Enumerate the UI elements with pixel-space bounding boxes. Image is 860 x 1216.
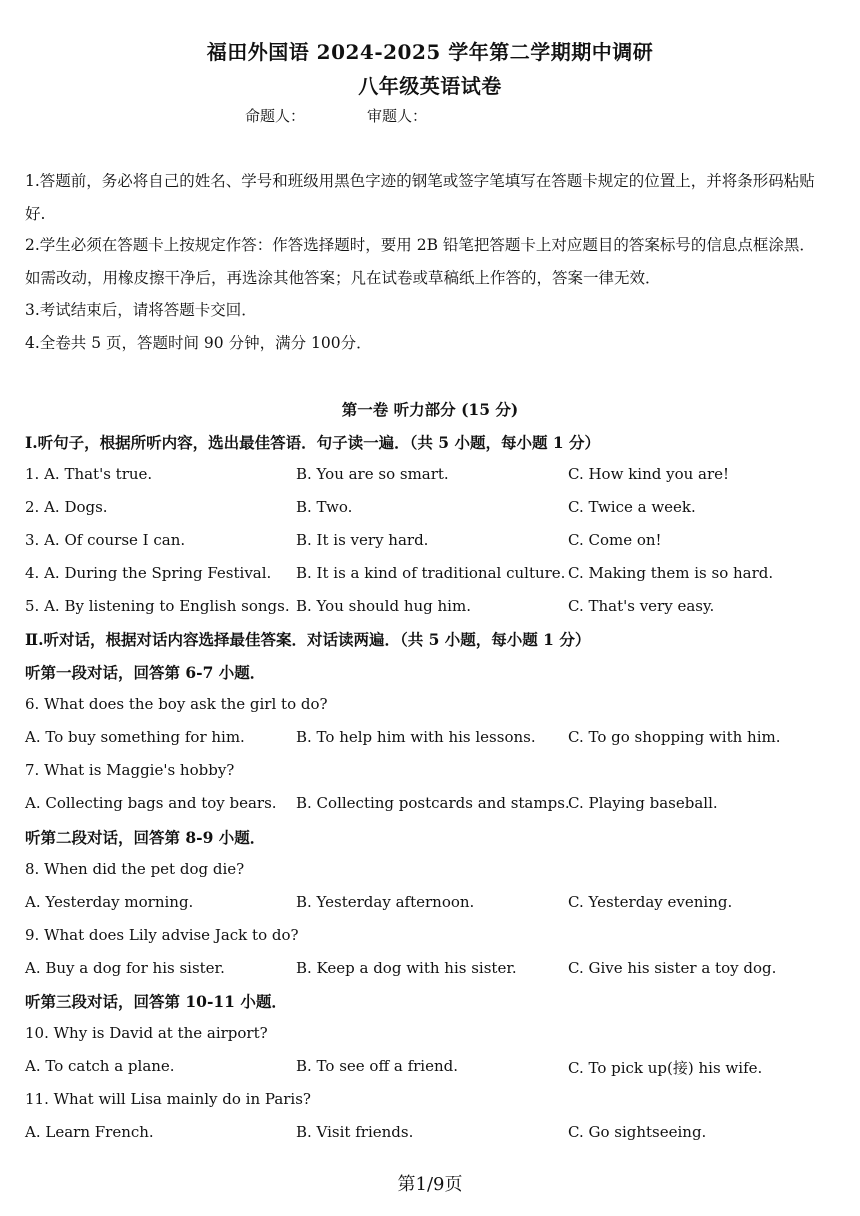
question-7: 7. What is Maggie's hobby? (25, 761, 235, 779)
question-row (0, 597, 860, 619)
option-a: 1. A. That's true. (25, 465, 153, 483)
option-b: B. To help him with his lessons. (296, 728, 536, 746)
part1-heading: I.听句子，根据所听内容，选出最佳答语．句子读一遍．（共 5 小题，每小题 1 分） (25, 433, 601, 452)
dialog-1-heading: 听第一段对话，回答第 6-7 小题． (25, 663, 266, 682)
option-c: C. How kind you are! (568, 465, 730, 483)
question-row (0, 564, 860, 586)
option-c: C. Yesterday evening. (568, 893, 733, 911)
section-title: 第一卷 听力部分 (15 分) (341, 400, 519, 419)
exam-subtitle: 八年级英语试卷 (358, 74, 502, 98)
option-a: 5. A. By listening to English songs. (25, 597, 290, 615)
dialog-3-heading: 听第三段对话，回答第 10-11 小题． (25, 992, 287, 1011)
option-a: A. To catch a plane. (25, 1057, 175, 1075)
option-b: B. Keep a dog with his sister. (296, 959, 517, 977)
question-row (0, 1057, 860, 1079)
option-a: A. Yesterday morning. (25, 893, 194, 911)
option-a: A. To buy something for him. (25, 728, 245, 746)
question-row (0, 728, 860, 750)
question-6: 6. What does the boy ask the girl to do? (25, 695, 328, 713)
option-c: C. That's very easy. (568, 597, 715, 615)
question-10: 10. Why is David at the airport? (25, 1024, 268, 1042)
option-b: B. Visit friends. (296, 1123, 414, 1141)
question-row (0, 893, 860, 915)
instruction-1: 1.答题前，务必将自己的姓名、学号和班级用黑色字迹的钢笔或签字笔填写在答题卡规定的位置上，并将条形码粘贴好. (25, 172, 815, 223)
reviewer-label: 审题人： (367, 107, 428, 125)
question-row (0, 531, 860, 553)
option-a: A. Buy a dog for his sister. (25, 959, 225, 977)
exam-makers (245, 105, 427, 126)
option-c: C. Twice a week. (568, 498, 696, 516)
question-8: 8. When did the pet dog die? (25, 860, 245, 878)
question-row (0, 1123, 860, 1145)
question-9: 9. What does Lily advise Jack to do? (25, 926, 299, 944)
option-c: C. Give his sister a toy dog. (568, 959, 777, 977)
option-b: B. Collecting postcards and stamps. (296, 794, 570, 812)
question-row (0, 959, 860, 981)
option-a: 3. A. Of course I can. (25, 531, 186, 549)
exam-title: 福田外国语 2024-2025 学年第二学期期中调研 (206, 40, 654, 64)
option-b: B. To see off a friend. (296, 1057, 459, 1075)
option-c: C. Making them is so hard. (568, 564, 774, 582)
page-number: 第1/9页 (397, 1174, 463, 1195)
option-b: B. Two. (296, 498, 353, 516)
question-row (0, 465, 860, 487)
option-c: C. Go sightseeing. (568, 1123, 707, 1141)
instruction-4: 4.全卷共 5 页，答题时间 90 分钟，满分 100分． (25, 334, 372, 352)
option-c: C. Playing baseball. (568, 794, 718, 812)
part2-heading: Ⅱ.听对话，根据对话内容选择最佳答案．对话读两遍．（共 5 小题，每小题 1 分） (25, 630, 591, 649)
option-a: 4. A. During the Spring Festival. (25, 564, 272, 582)
option-c: C. Come on! (568, 531, 662, 549)
question-11: 11. What will Lisa mainly do in Paris? (25, 1090, 311, 1108)
question-row (0, 794, 860, 816)
option-c: C. To go shopping with him. (568, 728, 781, 746)
option-a: A. Learn French. (25, 1123, 154, 1141)
setter-label: 命题人： (245, 107, 306, 125)
option-b: B. It is a kind of traditional culture. (296, 564, 566, 582)
option-c: C. To pick up(接) his wife. (568, 1059, 763, 1077)
question-row (0, 498, 860, 520)
option-b: B. You should hug him. (296, 597, 471, 615)
option-a: A. Collecting bags and toy bears. (25, 794, 277, 812)
option-a: 2. A. Dogs. (25, 498, 108, 516)
option-b: B. It is very hard. (296, 531, 429, 549)
instruction-3: 3.考试结束后，请将答题卡交回． (25, 301, 257, 319)
option-b: B. Yesterday afternoon. (296, 893, 475, 911)
option-b: B. You are so smart. (296, 465, 449, 483)
dialog-2-heading: 听第二段对话，回答第 8-9 小题． (25, 828, 266, 847)
instruction-2: 2.学生必须在答题卡上按规定作答：作答选择题时，要用 2B 铅笔把答题卡上对应题目的答案标号的信息点框涂黑．如需改动，用橡皮擦干净后，再选涂其他答案；凡在试卷或草稿纸上作答的，答案一律无效． (25, 236, 815, 287)
